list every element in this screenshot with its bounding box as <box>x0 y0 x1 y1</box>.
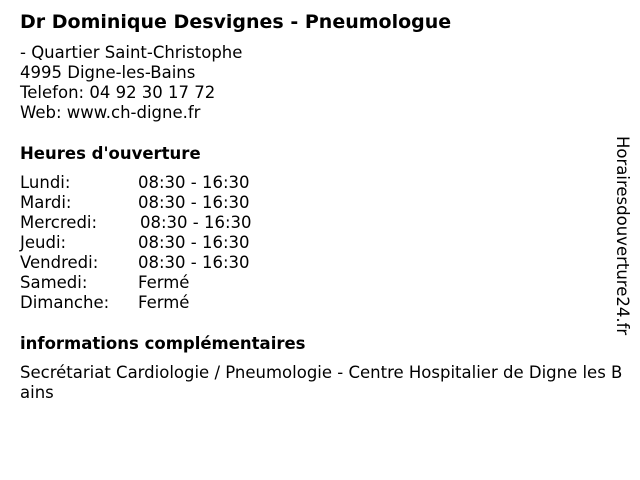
info-text: Secrétariat Cardiologie / Pneumologie - Centre Hospitalier de Digne les Bains <box>20 363 623 402</box>
time-value: 08:30 - 16:30 <box>140 213 252 232</box>
page-title: Dr Dominique Desvignes - Pneumologue <box>20 11 452 33</box>
address-street: - Quartier Saint-Christophe <box>20 43 243 62</box>
day-label: Mercredi: <box>20 213 98 232</box>
day-label: Lundi: <box>20 173 71 192</box>
site-watermark: Horairesdouverture24.fr <box>613 136 632 336</box>
day-label: Mardi: <box>20 193 72 212</box>
time-value: 08:30 - 16:30 <box>138 233 250 252</box>
info-heading: informations complémentaires <box>20 334 306 353</box>
day-label: Samedi: <box>20 273 88 292</box>
phone-number[interactable]: Telefon: 04 92 30 17 72 <box>20 83 216 102</box>
day-label: Dimanche: <box>20 293 110 312</box>
time-value: Fermé <box>138 293 190 312</box>
address-block <box>20 43 242 123</box>
address-city: 4995 Digne-les-Bains <box>20 63 196 82</box>
time-value: Fermé <box>138 273 190 292</box>
website-link[interactable]: Web: www.ch-digne.fr <box>20 103 201 122</box>
time-value: 08:30 - 16:30 <box>138 253 250 272</box>
hours-heading: Heures d'ouverture <box>20 144 201 163</box>
time-value: 08:30 - 16:30 <box>138 193 250 212</box>
day-label: Vendredi: <box>20 253 99 272</box>
time-value: 08:30 - 16:30 <box>138 173 250 192</box>
day-label: Jeudi: <box>20 233 67 252</box>
